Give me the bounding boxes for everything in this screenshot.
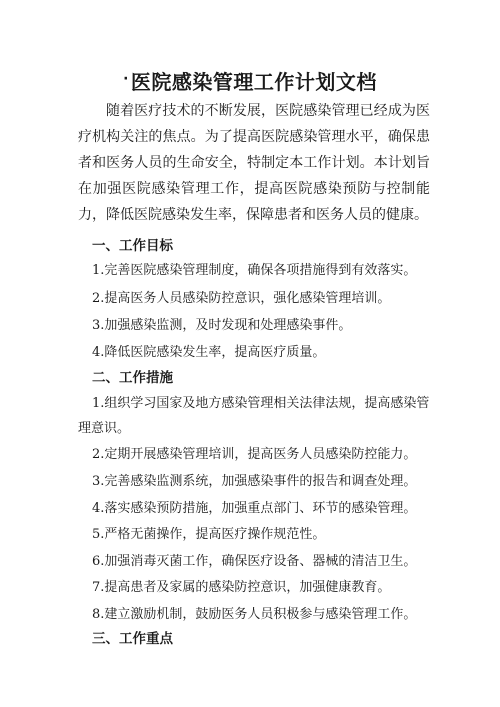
goal-item-4: 4.降低医院感染发生率，提高医疗质量。 xyxy=(92,345,326,360)
measure-item-4: 4.落实感染预防措施，加强重点部门、环节的感染管理。 xyxy=(92,501,417,516)
goal-item-2: 2.提高医务人员感染防控意识，强化感染管理培训。 xyxy=(92,291,391,306)
intro-paragraph: 随着医疗技术的不断发展，医院感染管理已经成为医疗机构关注的焦点。为了提高医院感染管理水平，确保患者和医务人员的生命安全，特制定本工作计划。本计划旨在加强医院感染管理工作，提高医院感染预防与控制能力，降低医院感染发生率，保障患者和医务人员的健康。 xyxy=(78,103,430,223)
title-text: 医院感染管理工作计划文档 xyxy=(130,70,377,94)
document-title xyxy=(0,70,500,97)
section-heading-measures: 二、工作措施 xyxy=(92,370,173,386)
section-heading-goals: 一、工作目标 xyxy=(92,238,173,254)
measure-item-8: 8.建立激励机制，鼓励医务人员积极参与感染管理工作。 xyxy=(92,607,417,622)
title-dot: · xyxy=(123,71,129,87)
goal-item-1: 1.完善医院感染管理制度，确保各项措施得到有效落实。 xyxy=(92,263,417,278)
measure-item-5: 5.严格无菌操作，提高医疗操作规范性。 xyxy=(92,527,326,542)
measure-item-7: 7.提高患者及家属的感染防控意识，加强健康教育。 xyxy=(92,580,391,595)
measure-item-6: 6.加强消毒灭菌工作，确保医疗设备、器械的清洁卫生。 xyxy=(92,554,417,569)
section-heading-focus: 三、工作重点 xyxy=(92,631,173,647)
measure-item-3: 3.完善感染监测系统，加强感染事件的报告和调查处理。 xyxy=(92,474,417,489)
measure-item-1: 1.组织学习国家及地方感染管理相关法律法规，提高感染管理意识。 xyxy=(78,396,430,436)
measure-item-2: 2.定期开展感染管理培训，提高医务人员感染防控能力。 xyxy=(92,447,417,462)
goal-item-3: 3.加强感染监测，及时发现和处理感染事件。 xyxy=(92,318,352,333)
